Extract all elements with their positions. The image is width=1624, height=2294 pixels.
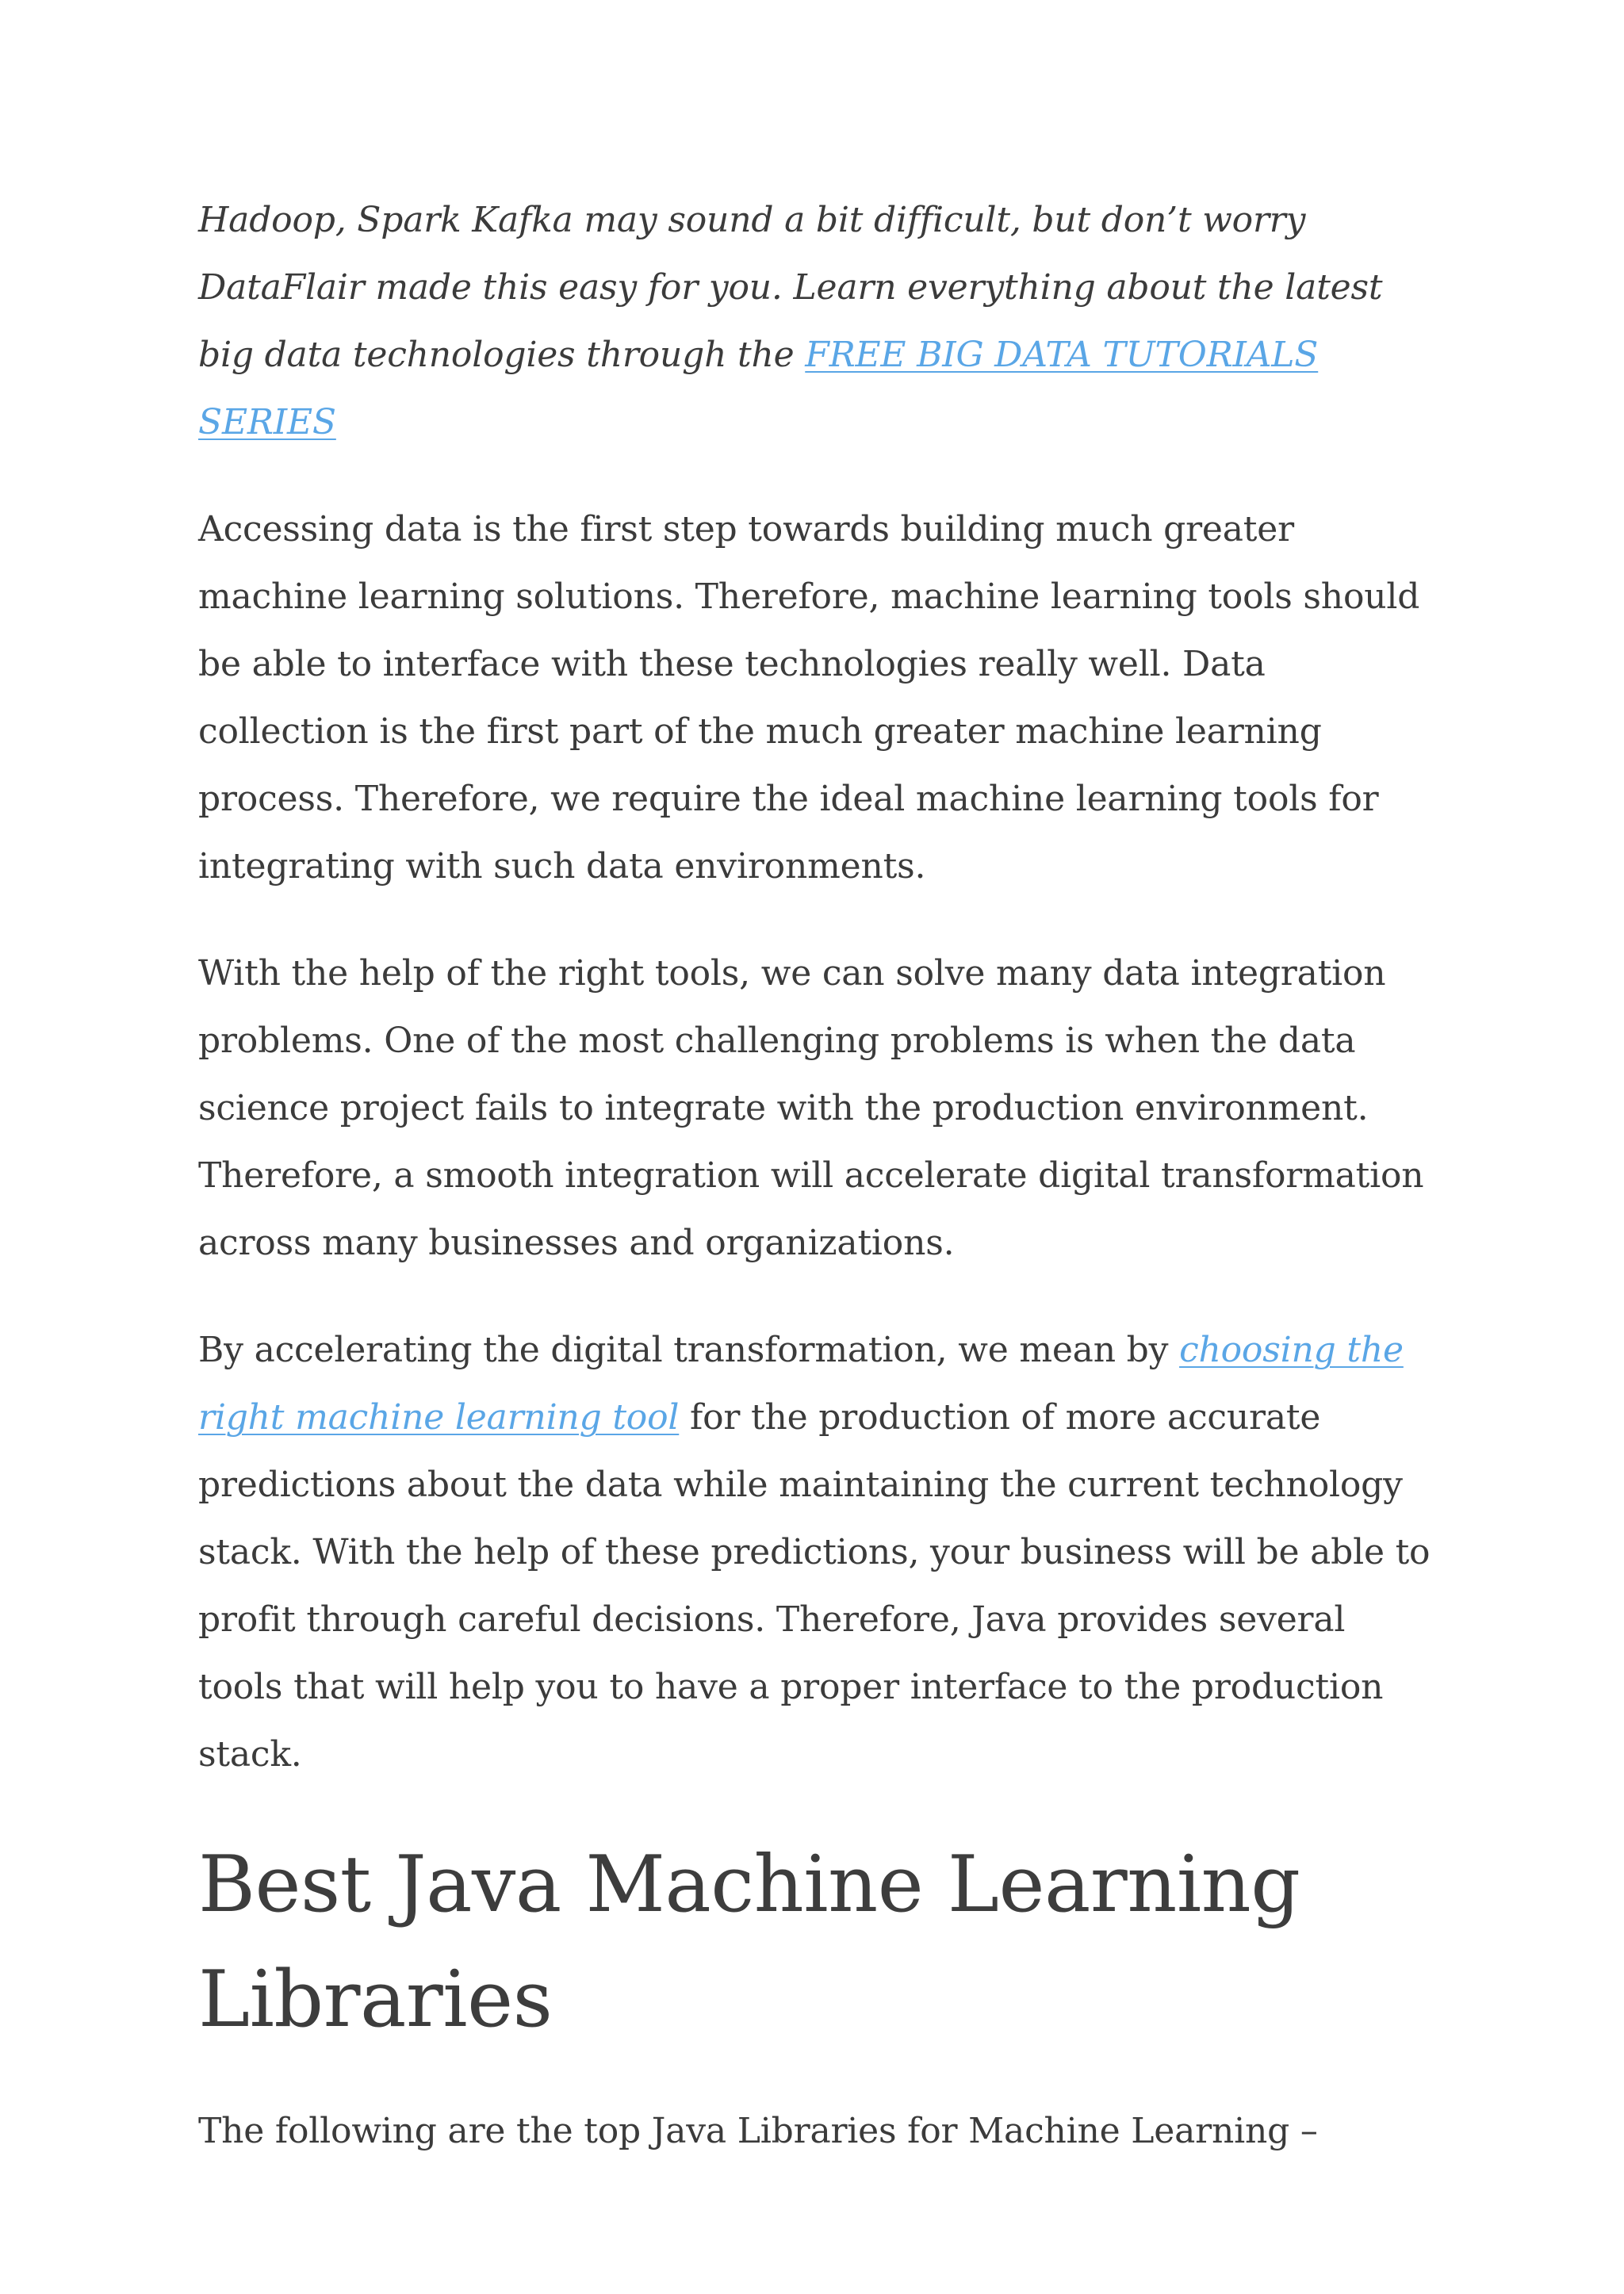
paragraph-right-tools: With the help of the right tools, we can solve many data integration problems. One of the most challenging problems is when the data science project fails to integrate with the production environment. Therefore, a smooth integration will accelerate digital transformation across many businesses and organizations. [198, 953, 1424, 1263]
paragraph-accessing-data: Accessing data is the first step towards building much greater machine learning solutions. Therefore, machine learning tools should be able to interface with these technologies really well. Data collection is the first part of the much greater machine learning process. Therefore, we require the ideal machine learning tools for integrating with such data environments. [198, 509, 1420, 887]
intro-paragraph [198, 186, 1435, 456]
intro-text: Hadoop, Spark Kafka may sound a bit difficult, but don’t worry DataFlair made this easy for you. Learn everything about the latest big data technologies through the [198, 200, 1383, 375]
paragraph-accelerating [198, 1316, 1435, 1788]
choosing-tool-link[interactable]: choosing the right machine learning tool [198, 1330, 1404, 1438]
section-heading: Best Java Machine Learning Libraries [198, 1840, 1300, 2045]
big-data-tutorials-link[interactable]: FREE BIG DATA TUTORIALS SERIES [198, 335, 1319, 442]
article-content [198, 186, 1435, 2204]
accelerating-text-after: for the production of more accurate predictions about the data while maintaining the current technology stack. With the help of these predictions, your business will be able to profit through careful decisions. Therefore, Java provides several tools that will help you to have a proper interface to the production stack. [198, 1397, 1431, 1775]
accelerating-text-before: By accelerating the digital transformation, we mean by [198, 1330, 1180, 1370]
following-paragraph: The following are the top Java Libraries for Machine Learning – [198, 2111, 1318, 2151]
